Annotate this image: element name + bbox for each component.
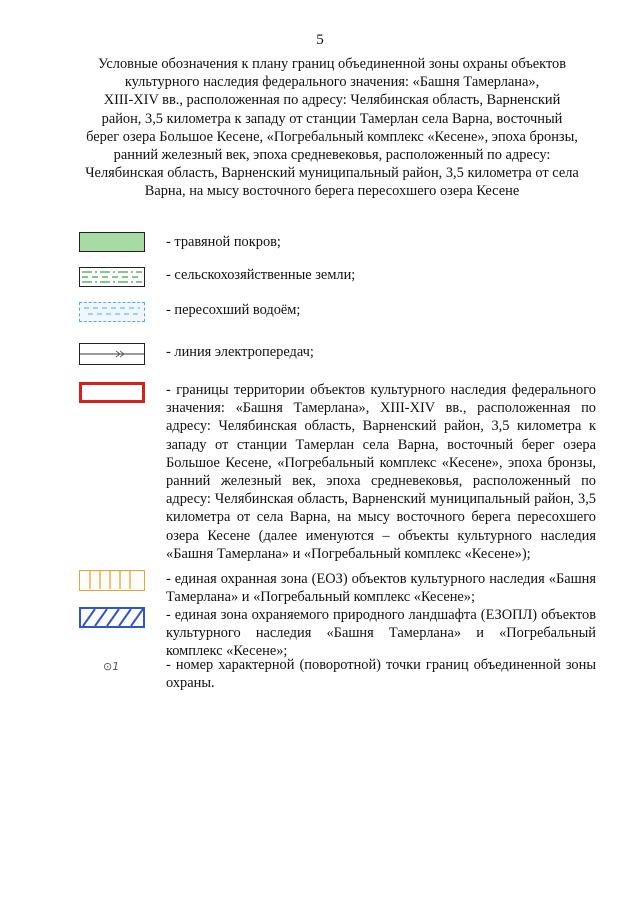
- agricultural-land-symbol: [79, 267, 145, 287]
- turning-point-symbol: [103, 660, 119, 674]
- title-line: ранний железный век, эпоха средневековья, расположенный по адресу:: [113, 147, 551, 164]
- heritage-boundary-symbol: [79, 382, 145, 403]
- eoz-zone-symbol: [79, 570, 145, 591]
- grass-cover-symbol: [79, 232, 145, 252]
- dry-water-body-label: - пересохший водоём;: [166, 302, 301, 318]
- legend-title: [68, 55, 596, 201]
- ezopl-zone-symbol: [79, 607, 145, 628]
- title-line: район, 3,5 километра к западу от станции Тамерлан села Варна, восточный: [101, 110, 563, 127]
- grass-cover-label: - травяной покров;: [166, 234, 281, 250]
- title-line: XIII-XIV вв., расположенная по адресу: Челябинская область, Варненский: [103, 92, 561, 109]
- eoz-zone-label: - единая охранная зона (ЕОЗ) объектов культурного наследия «Башня Тамерлана» и «Погребальный комплекс «Кесене»;: [166, 571, 596, 606]
- title-line: Условные обозначения к плану границ объединенной зоны охраны объектов: [97, 56, 567, 72]
- ezopl-zone-label: - единая зона охраняемого природного ландшафта (ЕЗОПЛ) объектов культурного наследия «Башня Тамерлана» и «Погребальный комплекс «Кесене»;: [166, 607, 596, 660]
- dry-water-body-symbol: [79, 302, 145, 322]
- power-line-label: - линия электропередач;: [166, 344, 314, 360]
- title-line: культурного наследия федерального значения: «Башня Тамерлана»,: [124, 74, 540, 91]
- turning-point-label: - номер характерной (поворотной) точки границ объединенной зоны охраны.: [166, 657, 596, 692]
- power-line-symbol: [79, 343, 145, 365]
- point-number: 1: [112, 660, 120, 673]
- point-marker-icon: ⊙: [103, 660, 113, 673]
- heritage-boundary-label: - границы территории объектов культурного наследия федерального значения: «Башня Тамерлана», XIII-XIV вв., расположенная по адресу: Челябинская область, Варненский район, 3,5 километра к западу от станции Тамерлан села Варна, восточный берег озера Большое Кесене, «Погребальный комплекс «Кесене», эпоха бронзы, ранний железный век, эпоха средневековья, расположенный по адресу: Челябинская область, Варненский муниципальный район, 3,5 километра от села Варна, на мысу восточного берега пересохшего озера Кесене (далее именуются – объекты культурного наследия «Башня Тамерлана» и «Погребальный комплекс «Кесене»);: [166, 382, 596, 562]
- title-line: берег озера Большое Кесене, «Погребальный комплекс «Кесене», эпоха бронзы,: [86, 128, 578, 145]
- agricultural-land-label: - сельскохозяйственные земли;: [166, 267, 356, 283]
- page-number: 5: [316, 32, 324, 48]
- title-line: Челябинская область, Варненский муниципальный район, 3,5 километра от села: [85, 165, 579, 182]
- title-line: Варна, на мысу восточного берега пересохшего озера Кесене: [144, 183, 520, 200]
